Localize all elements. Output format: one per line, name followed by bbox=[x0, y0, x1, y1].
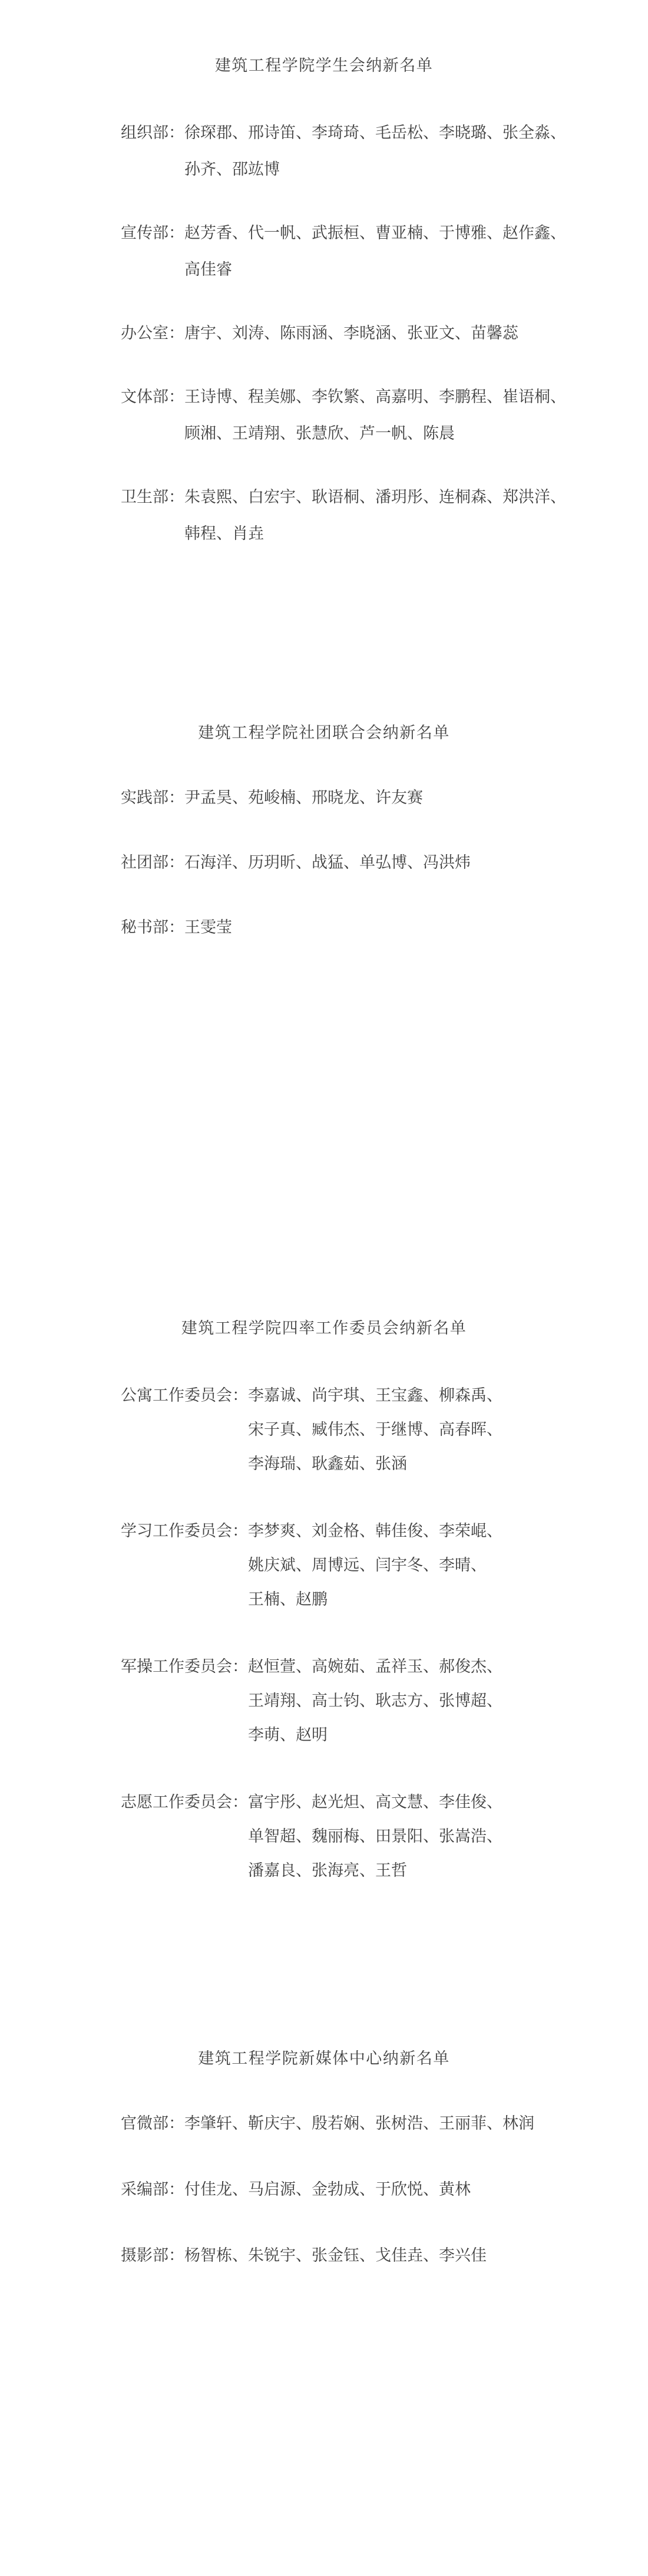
dept-row-practice bbox=[121, 779, 648, 816]
section-student-union bbox=[0, 47, 648, 552]
section-title: 建筑工程学院四率工作委员会纳新名单 bbox=[181, 1319, 467, 1337]
dept-label: 摄影部： bbox=[121, 2246, 184, 2264]
dept-row-organization bbox=[121, 114, 648, 187]
name-line: 唐宇、刘涛、陈雨涵、李晓涵、张亚文、苗馨蕊 bbox=[184, 324, 518, 342]
name-line: 李萌、赵明 bbox=[248, 1726, 328, 1744]
dept-row-official-weibo bbox=[121, 2105, 648, 2142]
dept-row-office bbox=[121, 315, 648, 351]
dept-label: 组织部： bbox=[121, 124, 184, 141]
dept-names bbox=[184, 114, 566, 187]
name-line: 付佳龙、马启源、金勃成、于欣悦、黄林 bbox=[184, 2180, 471, 2198]
section-title: 建筑工程学院社团联合会纳新名单 bbox=[198, 724, 450, 742]
dept-label: 秘书部： bbox=[121, 918, 184, 936]
name-line: 宋子真、臧伟杰、于继博、高春晖、 bbox=[248, 1421, 502, 1438]
dept-row-culture-sports bbox=[121, 378, 648, 452]
dept-row-volunteer-committee bbox=[121, 1785, 648, 1887]
dept-label: 官微部： bbox=[121, 2114, 184, 2132]
dept-label: 实践部： bbox=[121, 789, 184, 806]
name-line: 潘嘉良、张海亮、王哲 bbox=[248, 1862, 407, 1879]
dept-names bbox=[248, 1514, 502, 1616]
dept-row-study-committee bbox=[121, 1514, 648, 1616]
name-line: 王雯莹 bbox=[184, 918, 232, 936]
name-line: 尹孟昊、苑峻楠、邢晓龙、许友赛 bbox=[184, 789, 423, 806]
name-line: 王楠、赵鹏 bbox=[248, 1590, 328, 1608]
dept-names bbox=[184, 215, 566, 288]
dept-row-health bbox=[121, 479, 648, 552]
dept-label: 志愿工作委员会： bbox=[121, 1793, 248, 1811]
section-club-federation bbox=[0, 714, 648, 946]
dept-names bbox=[248, 1785, 502, 1887]
name-line: 李嘉诚、尚宇琪、王宝鑫、柳森禹、 bbox=[248, 1386, 502, 1404]
name-line: 顾湘、王靖翔、张慧欣、芦一帆、陈晨 bbox=[184, 424, 455, 442]
name-line: 石海洋、历玥昕、战猛、单弘博、冯洪炜 bbox=[184, 854, 471, 871]
section-new-media-center bbox=[0, 2040, 648, 2274]
section-title: 建筑工程学院学生会纳新名单 bbox=[214, 57, 434, 74]
dept-row-secretary bbox=[121, 909, 648, 946]
name-line: 姚庆斌、周博远、闫宇冬、李晴、 bbox=[248, 1556, 487, 1574]
dept-row-photography bbox=[121, 2237, 648, 2274]
dept-names bbox=[184, 2105, 534, 2142]
name-line: 富宇彤、赵光炟、高文慧、李佳俊、 bbox=[248, 1793, 502, 1811]
dept-names bbox=[184, 479, 566, 552]
dept-names bbox=[184, 844, 471, 881]
dept-row-publicity bbox=[121, 215, 648, 288]
dept-label: 办公室： bbox=[121, 324, 184, 342]
name-line: 李肇轩、靳庆宇、殷若娴、张树浩、王丽菲、林润 bbox=[184, 2114, 534, 2132]
dept-label: 社团部： bbox=[121, 854, 184, 871]
dept-row-editorial bbox=[121, 2171, 648, 2208]
dept-label: 宣传部： bbox=[121, 224, 184, 242]
dept-row-apartment-committee bbox=[121, 1378, 648, 1481]
dept-label: 军操工作委员会： bbox=[121, 1658, 248, 1675]
name-line: 王靖翔、高士钧、耿志方、张博超、 bbox=[248, 1692, 502, 1709]
name-line: 王诗博、程美娜、李钦繁、高嘉明、李鹏程、崔语桐、 bbox=[184, 388, 566, 406]
dept-label: 采编部： bbox=[121, 2180, 184, 2198]
dept-names bbox=[248, 1649, 502, 1752]
name-line: 杨智栋、朱锐宇、张金钰、戈佳垚、李兴佳 bbox=[184, 2246, 487, 2264]
section-title: 建筑工程学院新媒体中心纳新名单 bbox=[198, 2050, 450, 2067]
dept-row-clubs bbox=[121, 844, 648, 881]
dept-row-drill-committee bbox=[121, 1649, 648, 1752]
section-four-rate-committee bbox=[0, 1310, 648, 1887]
dept-names bbox=[184, 2237, 487, 2274]
dept-names bbox=[184, 779, 423, 816]
dept-names bbox=[184, 315, 518, 351]
dept-names bbox=[184, 2171, 471, 2208]
dept-label: 卫生部： bbox=[121, 488, 184, 506]
name-line: 单智超、魏丽梅、田景阳、张嵩浩、 bbox=[248, 1827, 502, 1845]
name-line: 李梦爽、刘金格、韩佳俊、李荣崐、 bbox=[248, 1522, 502, 1540]
name-line: 高佳睿 bbox=[184, 261, 232, 278]
name-line: 赵恒萱、高婉茹、孟祥玉、郝俊杰、 bbox=[248, 1658, 502, 1675]
name-line: 徐琛郡、邢诗笛、李琦琦、毛岳松、李晓璐、张全淼、 bbox=[184, 124, 566, 141]
name-line: 韩程、肖垚 bbox=[184, 525, 264, 542]
dept-label: 学习工作委员会： bbox=[121, 1522, 248, 1540]
dept-label: 公寓工作委员会： bbox=[121, 1386, 248, 1404]
dept-names bbox=[248, 1378, 502, 1481]
name-line: 孙齐、邵竑博 bbox=[184, 160, 280, 178]
name-line: 赵芳香、代一帆、武振桓、曹亚楠、于博雅、赵作鑫、 bbox=[184, 224, 566, 242]
dept-label: 文体部： bbox=[121, 388, 184, 406]
name-line: 朱袁熙、白宏宇、耿语桐、潘玥彤、连桐森、郑洪洋、 bbox=[184, 488, 566, 506]
dept-names bbox=[184, 909, 232, 946]
dept-names bbox=[184, 378, 566, 452]
name-line: 李海瑞、耿鑫茹、张涵 bbox=[248, 1455, 407, 1473]
